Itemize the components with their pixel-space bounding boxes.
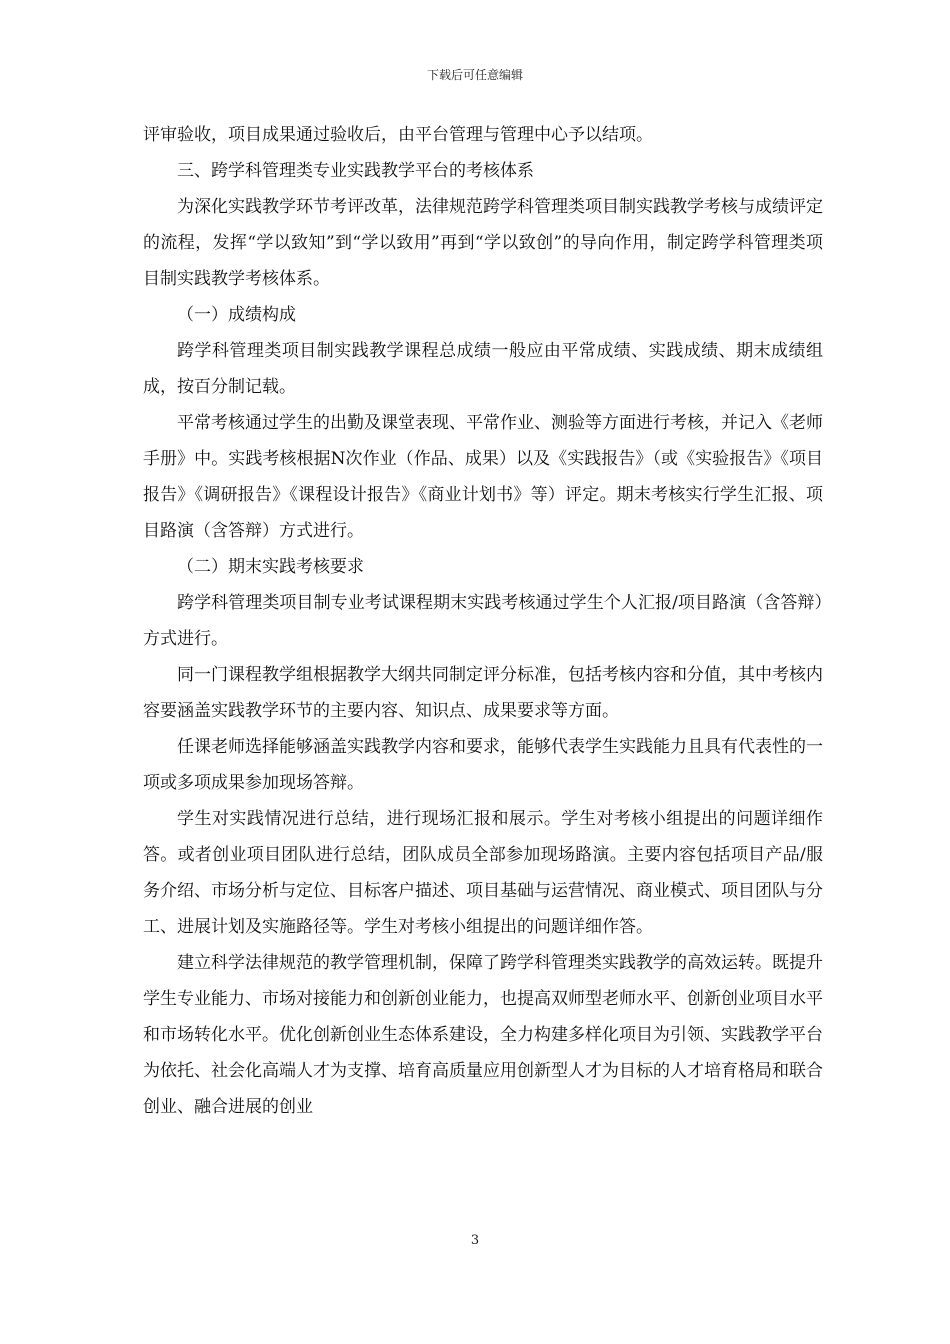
paragraph: 学生对实践情况进行总结，进行现场汇报和展示。学生对考核小组提出的问题详细作答。或者创业项目团队进行总结，团队成员全部参加现场路演。主要内容包括项目产品/服务介绍、市场分析与定位、目标客户描述、项目基础与运营情况、商业模式、项目团队与分工、进展计划及实施路径等。学生对考核小组提出的问题详细作答。 <box>143 809 823 937</box>
paragraph: 建立科学法律规范的教学管理机制，保障了跨学科管理类实践教学的高效运转。既提升学生专业能力、市场对接能力和创新创业能力，也提高双师型老师水平、创新创业项目水平和市场转化水平。优化创新创业生态体系建设，全力构建多样化项目为引领、实践教学平台为依托、社会化高端人才为支撑、培育高质量应用创新型人才为目标的人才培育格局和联合创业、融合进展的创业 <box>143 953 823 1117</box>
paragraph: 同一门课程教学组根据教学大纲共同制定评分标准，包括考核内容和分值，其中考核内容要涵盖实践教学环节的主要内容、知识点、成果要求等方面。 <box>143 665 823 721</box>
paragraph: 跨学科管理类项目制实践教学课程总成绩一般应由平常成绩、实践成绩、期末成绩组成，按百分制记载。 <box>143 341 823 397</box>
paragraph: 跨学科管理类项目制专业考试课程期末实践考核通过学生个人汇报/项目路演（含答辩）方式进行。 <box>143 593 823 649</box>
paragraph-continuation: 评审验收，项目成果通过验收后，由平台管理与管理中心予以结项。 <box>143 125 653 145</box>
paragraph: 为深化实践教学环节考评改革，法律规范跨学科管理类项目制实践教学考核与成绩评定的流程，发挥“学以致知”到“学以致用”再到“学以致创”的导向作用，制定跨学科管理类项目制实践教学考核体系。 <box>143 197 823 289</box>
subsection-heading: （一）成绩构成 <box>177 305 296 325</box>
page-header: 下载后可任意编辑 <box>426 68 523 82</box>
subsection-heading: （二）期末实践考核要求 <box>177 557 364 577</box>
page-number: 3 <box>470 1233 480 1248</box>
paragraph: 平常考核通过学生的出勤及课堂表现、平常作业、测验等方面进行考核，并记入《老师手册》中。实践考核根据N次作业（作品、成果）以及《实践报告》（或《实验报告》《项目报告》《调研报告》《课程设计报告》《商业计划书》等）评定。期末考核实行学生汇报、项目路演（含答辩）方式进行。 <box>143 413 823 541</box>
paragraph: 任课老师选择能够涵盖实践教学内容和要求，能够代表学生实践能力且具有代表性的一项或多项成果参加现场答辩。 <box>143 737 823 793</box>
section-heading: 三、跨学科管理类专业实践教学平台的考核体系 <box>177 161 534 181</box>
document-body <box>143 117 823 1125</box>
